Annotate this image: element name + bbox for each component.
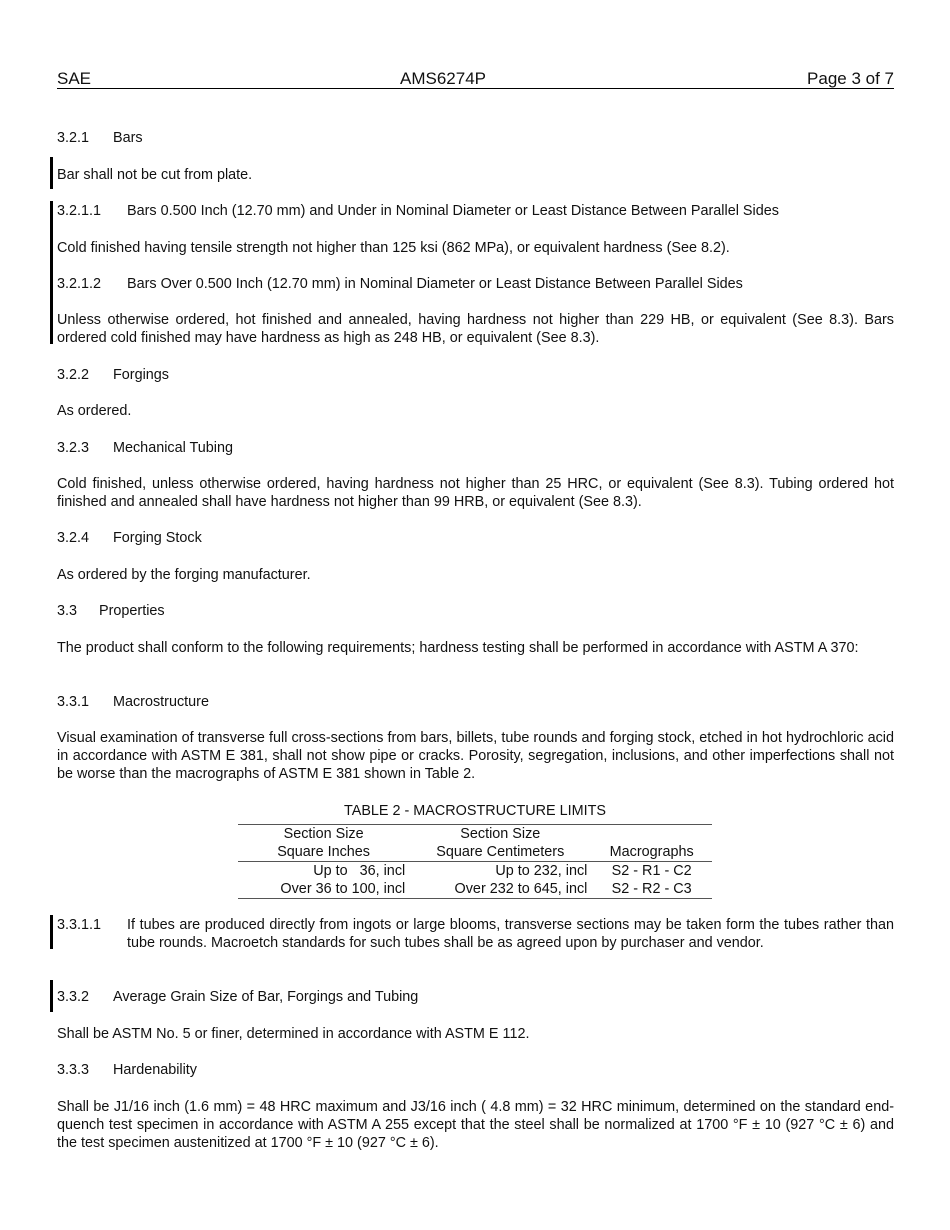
column-header: Section Size (409, 825, 591, 844)
table-row (238, 862, 712, 881)
section-number: 3.3.2 (57, 989, 90, 1005)
paragraph-3-3-2: Shall be ASTM No. 5 or finer, determined in accordance with ASTM E 112. (57, 1026, 530, 1042)
paragraph-3-2-3: Cold finished, unless otherwise ordered, having hardness not higher than 25 HRC, or equivalent (See 8.3). Tubing ordered hot finished and annealed shall have hardness not higher than 99 HRB, or equivalent (See 8.3). (57, 476, 894, 510)
section-title: Properties (99, 603, 165, 619)
paragraph-3-2-1-1: Cold finished having tensile strength not higher than 125 ksi (862 MPa), or equivalent hardness (See 8.2). (57, 240, 730, 256)
section-heading-3-2-1 (57, 129, 894, 147)
paragraph-3-3-1: Visual examination of transverse full cross-sections from bars, billets, tube rounds and forging stock, etched in hot hydrochloric acid in accordance with ASTM E 381, shall not show pipe or cracks. Porosity, segregation, inclusions, and other imperfections shall not be worse than the macrographs of ASTM E 381 shown in Table 2. (57, 730, 894, 782)
section-heading-3-2-1-2 (57, 275, 894, 293)
section-title: Bars Over 0.500 Inch (12.70 mm) in Nominal Diameter or Least Distance Between Parallel Sides (127, 276, 743, 292)
header-page-number: Page 3 of 7 (807, 69, 894, 88)
change-bar (50, 915, 53, 949)
section-number: 3.2.1.2 (57, 276, 102, 292)
section-title: Bars (113, 130, 143, 146)
column-header: Square Inches (238, 843, 409, 862)
section-heading-3-2-4 (57, 529, 894, 547)
section-number: 3.2.2 (57, 367, 90, 383)
section-title: Average Grain Size of Bar, Forgings and Tubing (113, 989, 419, 1005)
section-heading-3-2-3 (57, 439, 894, 457)
section-heading-3-3-2 (57, 988, 894, 1006)
page-header (57, 69, 894, 89)
section-title: Hardenability (113, 1062, 197, 1078)
section-heading-3-3-3 (57, 1061, 894, 1079)
paragraph-3-3-1-1 (57, 916, 894, 970)
table-cell: S2 - R2 - C3 (591, 880, 712, 899)
section-heading-3-3 (57, 602, 894, 620)
section-number: 3.2.1.1 (57, 203, 102, 219)
section-number: 3.2.4 (57, 530, 90, 546)
section-number: 3.2.3 (57, 440, 90, 456)
table-cell: Over 36 to 100, incl (238, 880, 409, 899)
paragraph-3-2-2: As ordered. (57, 403, 132, 419)
column-header: Section Size (238, 825, 409, 844)
section-number: 3.3.1 (57, 694, 90, 710)
section-number: 3.3.3 (57, 1062, 90, 1078)
table-cell: Up to 36, incl (313, 863, 406, 879)
table-row (238, 880, 712, 899)
section-number: 3.3.1.1 (57, 917, 102, 933)
section-title: Mechanical Tubing (113, 440, 233, 456)
table-title: TABLE 2 - MACROSTRUCTURE LIMITS (344, 803, 606, 819)
paragraph-3-3: The product shall conform to the following requirements; hardness testing shall be performed in accordance with ASTM A 370: (57, 640, 859, 656)
section-title: Forgings (113, 367, 169, 383)
macrostructure-limits-table (238, 824, 712, 899)
table-cell: Up to 232, incl (495, 863, 588, 879)
table-cell: Over 232 to 645, incl (409, 880, 591, 899)
paragraph-text: If tubes are produced directly from ingots or large blooms, transverse sections may be taken form the tubes rather than tube rounds. Macroetch standards for such tubes shall be as agreed upon by purchaser and vendor. (127, 917, 894, 951)
paragraph-3-2-4: As ordered by the forging manufacturer. (57, 567, 311, 583)
section-number: 3.2.1 (57, 130, 90, 146)
header-org: SAE (57, 69, 92, 88)
paragraph-3-2-1: Bar shall not be cut from plate. (57, 167, 253, 183)
section-heading-3-3-1 (57, 693, 894, 711)
section-number: 3.3 (57, 603, 78, 619)
column-header: Macrographs (591, 843, 712, 862)
section-title: Forging Stock (113, 530, 202, 546)
paragraph-3-2-1-2: Unless otherwise ordered, hot finished and annealed, having hardness not higher than 229 HB, or equivalent (See 8.3). Bars ordered cold finished may have hardness as high as 248 HB, or equivalent (See 8.3). (57, 312, 894, 346)
change-bar (50, 157, 53, 189)
paragraph-3-3-3: Shall be J1/16 inch (1.6 mm) = 48 HRC maximum and J3/16 inch ( 4.8 mm) = 32 HRC minimum, determined on the standard end-quench test specimen in accordance with ASTM A 255 except that the steel shall be normalized at 1700 °F ± 10 (927 °C ± 6) and the test specimen austenitized at 1700 °F ± 10 (927 °C ± 6). (57, 1099, 894, 1151)
section-title: Bars 0.500 Inch (12.70 mm) and Under in Nominal Diameter or Least Distance Between Parallel Sides (127, 203, 779, 219)
column-header: Square Centimeters (409, 843, 591, 862)
change-bar (50, 201, 53, 344)
table-cell: S2 - R1 - C2 (611, 863, 692, 879)
change-bar (50, 980, 53, 1012)
section-heading-3-2-1-1 (57, 202, 894, 220)
header-doc-number: AMS6274P (400, 69, 486, 88)
section-heading-3-2-2 (57, 366, 894, 384)
section-title: Macrostructure (113, 694, 209, 710)
column-header (591, 825, 712, 844)
